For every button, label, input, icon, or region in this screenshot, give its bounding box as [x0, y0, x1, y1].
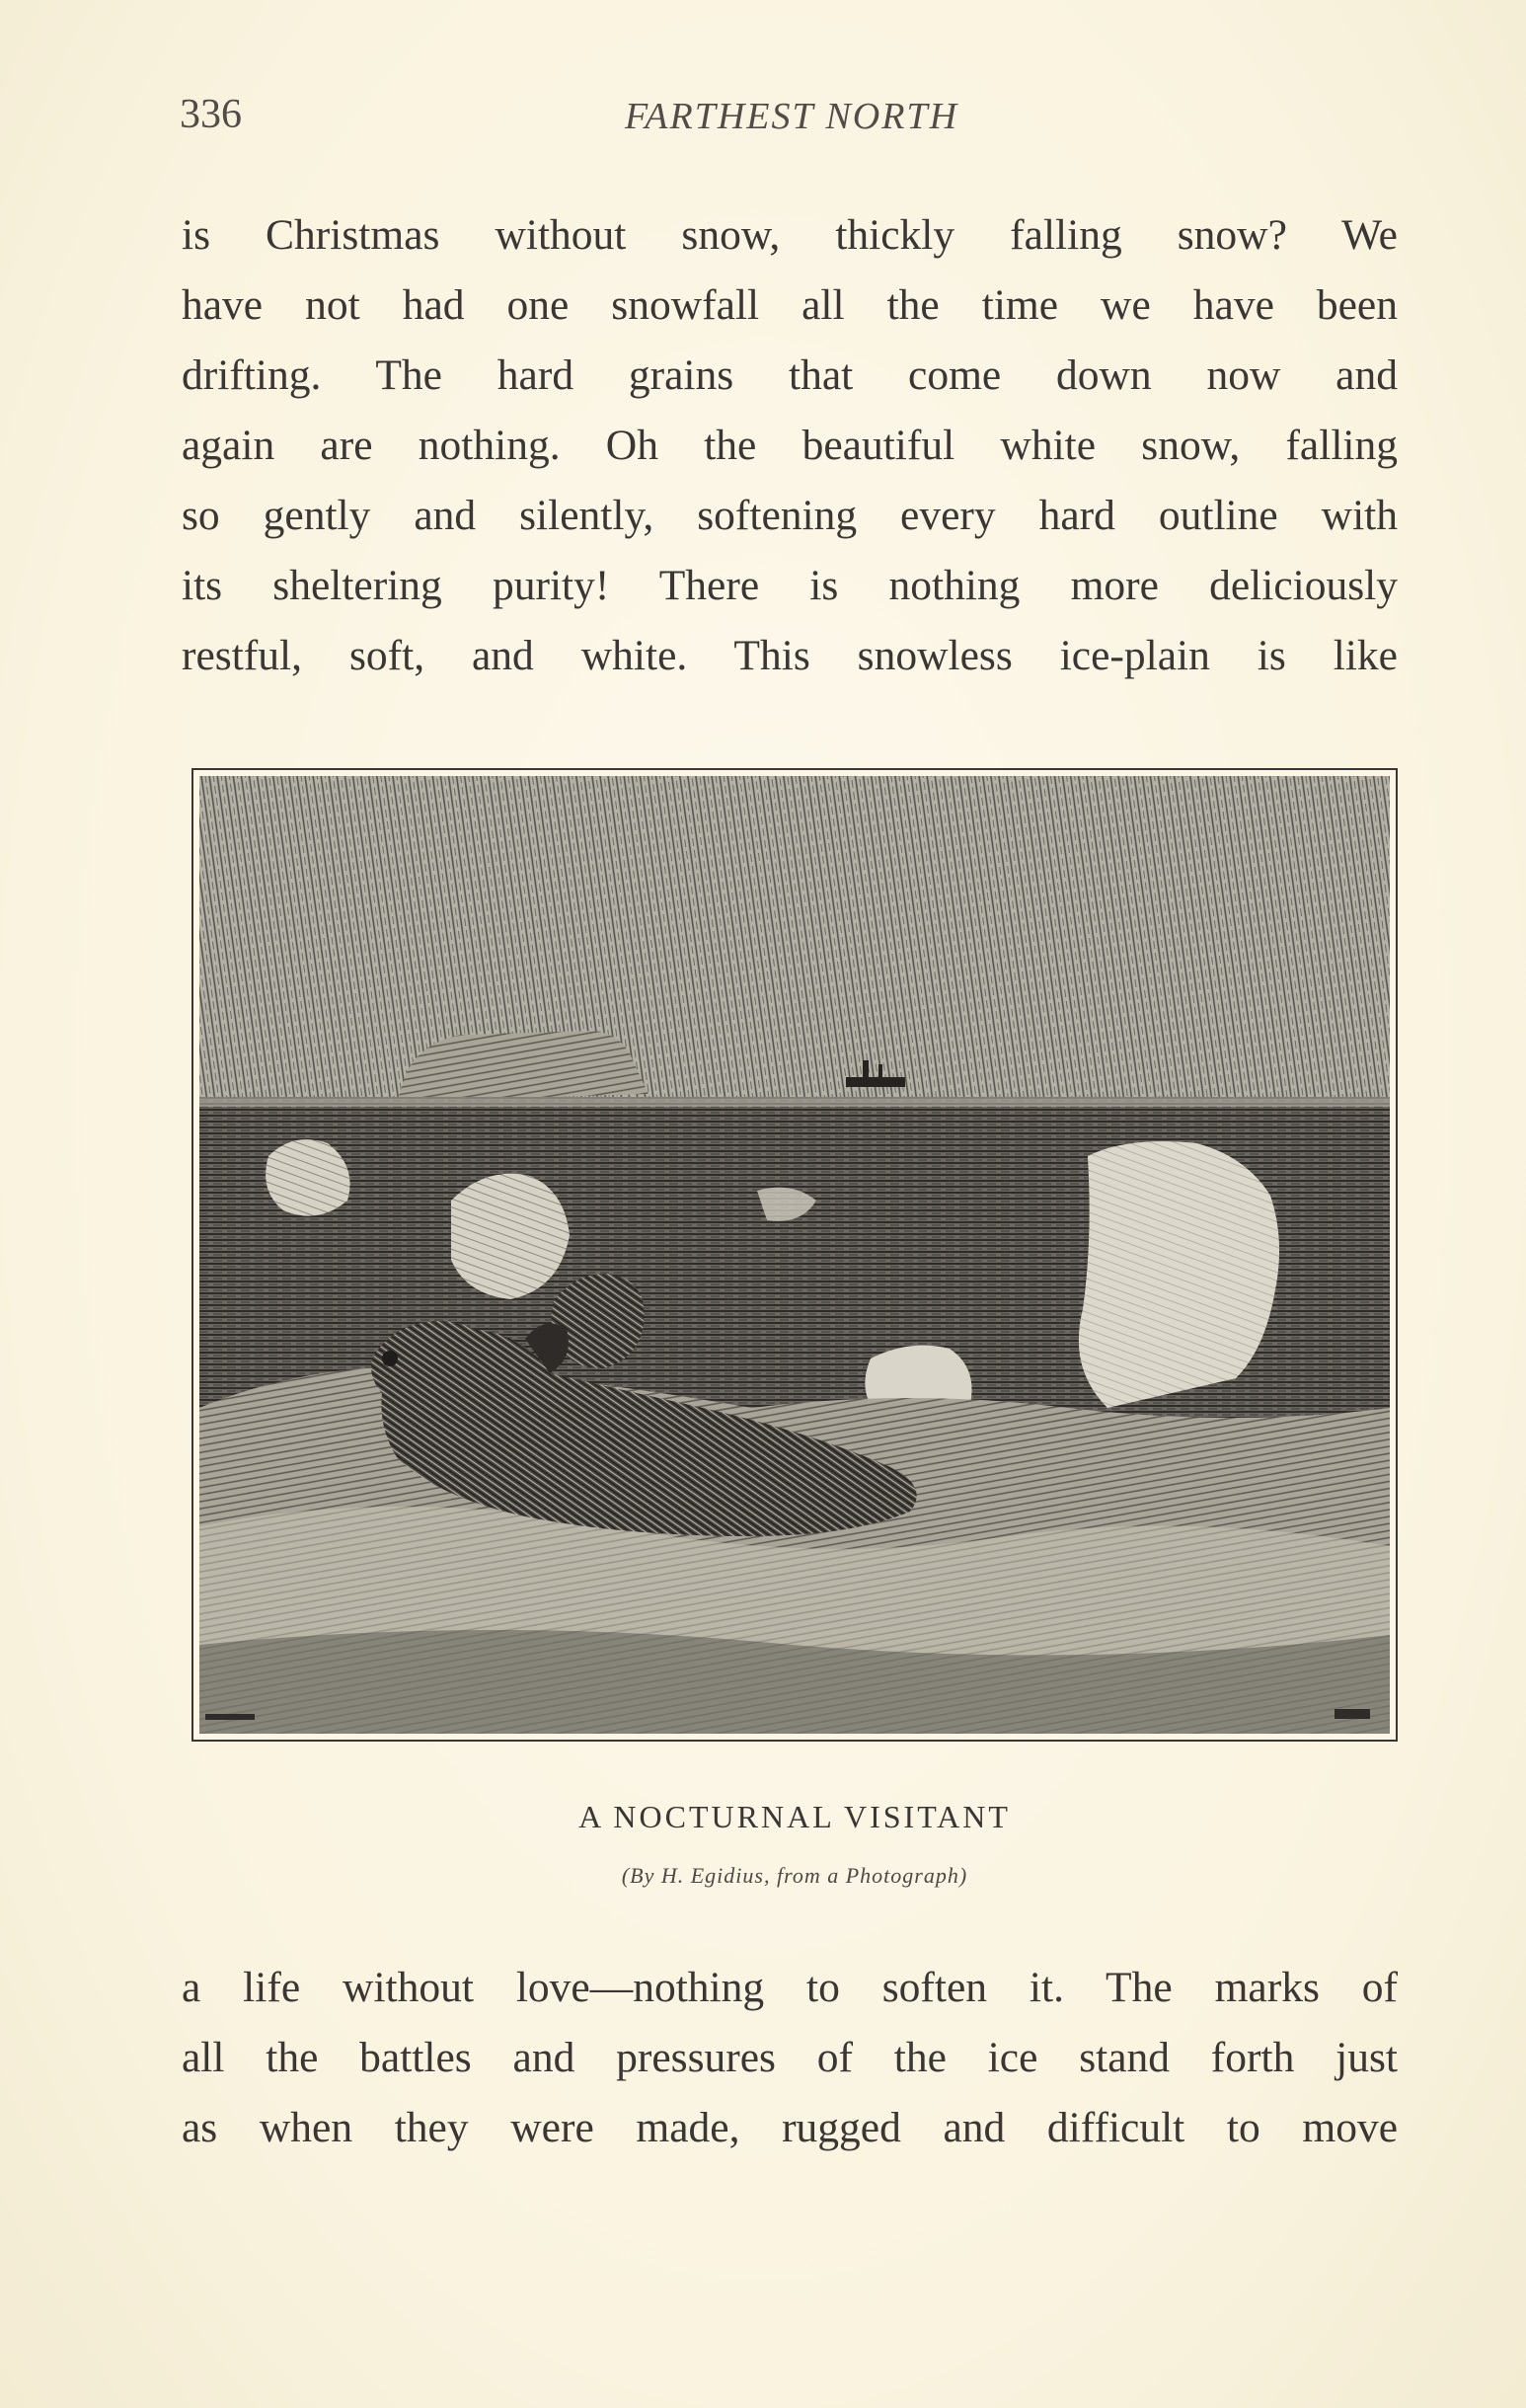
text-line: restful, soft, and white. This snowless ice-plain is like — [182, 632, 1398, 679]
text-line: is Christmas without snow, thickly falling snow? We — [182, 211, 1398, 259]
running-head — [180, 91, 1404, 150]
text-line: have not had one snowfall all the time we have been — [182, 281, 1398, 329]
engraving-illustration — [199, 776, 1390, 1734]
paragraph-bottom — [182, 1953, 1398, 2163]
running-title: FARTHEST NORTH — [624, 96, 959, 137]
figure-caption: A NOCTURNAL VISITANT — [578, 1799, 1011, 1834]
text-line: its sheltering purity! There is nothing more deliciously — [182, 562, 1398, 609]
illustration-frame — [191, 768, 1398, 1742]
text-line: a life without love—nothing to soften it. The marks of — [182, 1964, 1398, 2011]
text-line: so gently and silently, softening every hard outline with — [182, 492, 1398, 539]
text-line: again are nothing. Oh the beautiful white snow, falling — [182, 422, 1398, 469]
page-number: 336 — [180, 92, 242, 137]
text-line: drifting. The hard grains that come down now and — [182, 351, 1398, 399]
text-line: all the battles and pressures of the ice stand forth just — [182, 2034, 1398, 2081]
text-line: as when they were made, rugged and difficult to move — [182, 2104, 1398, 2151]
paragraph-top — [182, 200, 1398, 691]
figure-credit: (By H. Egidius, from a Photograph) — [621, 1863, 968, 1888]
